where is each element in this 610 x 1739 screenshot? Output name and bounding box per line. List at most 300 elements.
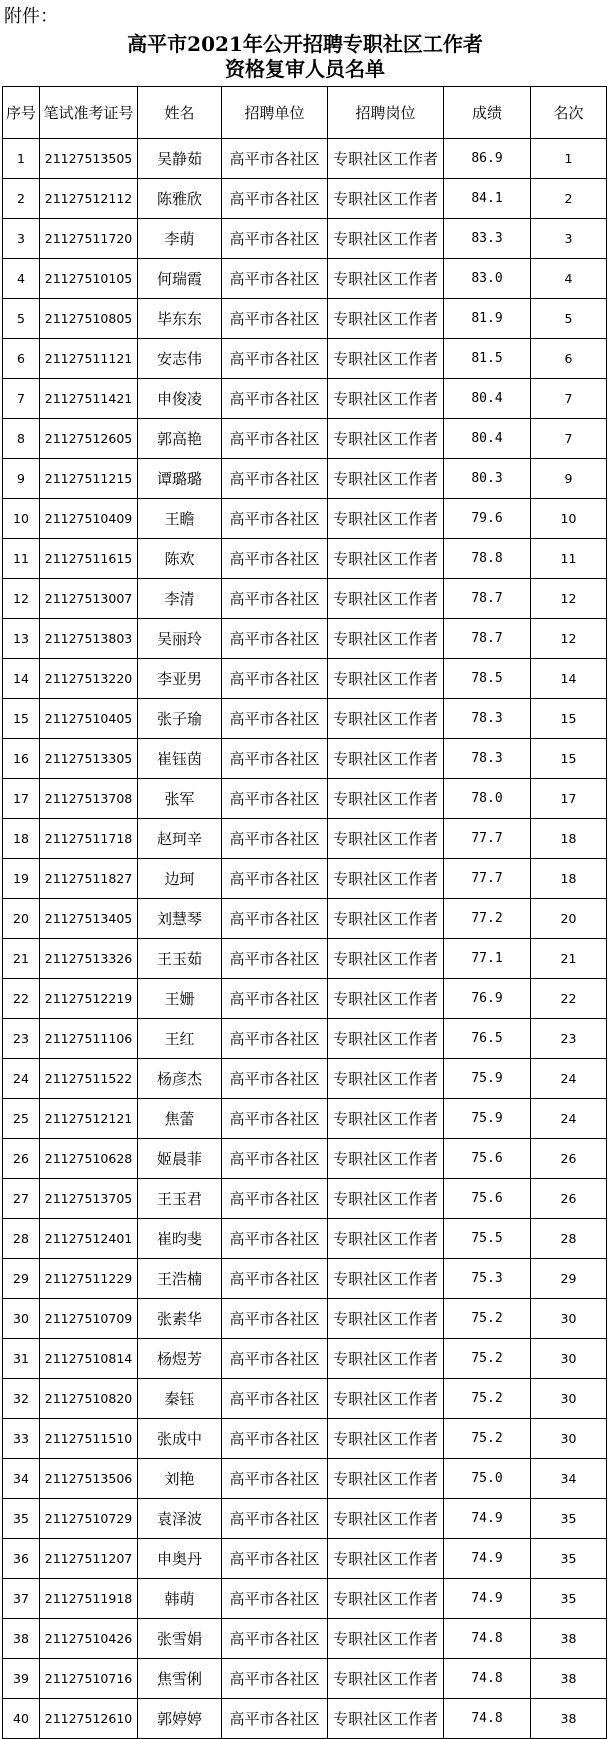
cell-name: 张军 (138, 779, 222, 819)
cell-name: 张子瑜 (138, 699, 222, 739)
cell-position: 专职社区工作者 (328, 579, 444, 619)
cell-unit: 高平市各社区 (222, 1539, 328, 1579)
cell-rank: 30 (531, 1379, 607, 1419)
table-row (3, 1379, 607, 1419)
cell-unit: 高平市各社区 (222, 419, 328, 459)
cell-name: 焦蕾 (138, 1099, 222, 1139)
cell-rank: 22 (531, 979, 607, 1019)
cell-name: 郭高艳 (138, 419, 222, 459)
cell-score: 76.5 (444, 1019, 531, 1059)
cell-unit: 高平市各社区 (222, 1379, 328, 1419)
cell-name: 韩萌 (138, 1579, 222, 1619)
cell-score: 84.1 (444, 179, 531, 219)
candidate-table (2, 86, 607, 1739)
cell-exam-id: 21127510716 (40, 1659, 138, 1699)
table-row (3, 379, 607, 419)
cell-score: 75.3 (444, 1259, 531, 1299)
table-row (3, 739, 607, 779)
cell-index: 9 (3, 459, 40, 499)
cell-exam-id: 21127511215 (40, 459, 138, 499)
cell-rank: 20 (531, 899, 607, 939)
table-row (3, 1699, 607, 1739)
cell-position: 专职社区工作者 (328, 1619, 444, 1659)
cell-unit: 高平市各社区 (222, 619, 328, 659)
cell-exam-id: 21127511121 (40, 339, 138, 379)
cell-exam-id: 21127513305 (40, 739, 138, 779)
cell-exam-id: 21127510426 (40, 1619, 138, 1659)
cell-exam-id: 21127513708 (40, 779, 138, 819)
table-row (3, 339, 607, 379)
cell-position: 专职社区工作者 (328, 1579, 444, 1619)
cell-rank: 12 (531, 579, 607, 619)
cell-rank: 24 (531, 1059, 607, 1099)
cell-rank: 14 (531, 659, 607, 699)
cell-position: 专职社区工作者 (328, 899, 444, 939)
cell-unit: 高平市各社区 (222, 899, 328, 939)
cell-name: 王姗 (138, 979, 222, 1019)
cell-exam-id: 21127510729 (40, 1499, 138, 1539)
cell-exam-id: 21127510814 (40, 1339, 138, 1379)
cell-exam-id: 21127512112 (40, 179, 138, 219)
cell-score: 78.0 (444, 779, 531, 819)
cell-name: 王玉君 (138, 1179, 222, 1219)
cell-exam-id: 21127513505 (40, 139, 138, 179)
cell-index: 13 (3, 619, 40, 659)
table-row (3, 899, 607, 939)
cell-unit: 高平市各社区 (222, 1139, 328, 1179)
cell-position: 专职社区工作者 (328, 139, 444, 179)
table-row (3, 1659, 607, 1699)
cell-unit: 高平市各社区 (222, 1579, 328, 1619)
cell-rank: 23 (531, 1019, 607, 1059)
table-row (3, 859, 607, 899)
cell-position: 专职社区工作者 (328, 699, 444, 739)
cell-unit: 高平市各社区 (222, 1339, 328, 1379)
cell-unit: 高平市各社区 (222, 259, 328, 299)
cell-index: 29 (3, 1259, 40, 1299)
table-row (3, 979, 607, 1019)
cell-name: 焦雪俐 (138, 1659, 222, 1699)
header-row (3, 87, 607, 139)
cell-index: 32 (3, 1379, 40, 1419)
cell-position: 专职社区工作者 (328, 1139, 444, 1179)
cell-exam-id: 21127512610 (40, 1699, 138, 1739)
cell-score: 76.9 (444, 979, 531, 1019)
cell-score: 75.0 (444, 1459, 531, 1499)
cell-exam-id: 21127513326 (40, 939, 138, 979)
cell-index: 8 (3, 419, 40, 459)
cell-name: 张成中 (138, 1419, 222, 1459)
cell-position: 专职社区工作者 (328, 1259, 444, 1299)
cell-unit: 高平市各社区 (222, 939, 328, 979)
cell-rank: 34 (531, 1459, 607, 1499)
cell-exam-id: 21127513007 (40, 579, 138, 619)
table-row (3, 1339, 607, 1379)
cell-position: 专职社区工作者 (328, 339, 444, 379)
table-row (3, 1579, 607, 1619)
cell-score: 78.7 (444, 579, 531, 619)
cell-position: 专职社区工作者 (328, 459, 444, 499)
cell-score: 81.9 (444, 299, 531, 339)
cell-index: 38 (3, 1619, 40, 1659)
cell-rank: 4 (531, 259, 607, 299)
cell-position: 专职社区工作者 (328, 419, 444, 459)
cell-index: 11 (3, 539, 40, 579)
cell-name: 毕东东 (138, 299, 222, 339)
cell-index: 27 (3, 1179, 40, 1219)
cell-unit: 高平市各社区 (222, 1419, 328, 1459)
cell-rank: 10 (531, 499, 607, 539)
cell-name: 吴静茹 (138, 139, 222, 179)
cell-name: 申奥丹 (138, 1539, 222, 1579)
cell-name: 安志伟 (138, 339, 222, 379)
cell-rank: 29 (531, 1259, 607, 1299)
cell-exam-id: 21127511106 (40, 1019, 138, 1059)
cell-rank: 30 (531, 1299, 607, 1339)
table-row (3, 819, 607, 859)
cell-exam-id: 21127511827 (40, 859, 138, 899)
cell-name: 边珂 (138, 859, 222, 899)
cell-position: 专职社区工作者 (328, 739, 444, 779)
cell-exam-id: 21127511421 (40, 379, 138, 419)
cell-position: 专职社区工作者 (328, 1059, 444, 1099)
cell-score: 78.5 (444, 659, 531, 699)
cell-index: 7 (3, 379, 40, 419)
cell-position: 专职社区工作者 (328, 219, 444, 259)
table-row (3, 1259, 607, 1299)
cell-score: 74.8 (444, 1659, 531, 1699)
cell-exam-id: 21127510820 (40, 1379, 138, 1419)
cell-score: 75.2 (444, 1379, 531, 1419)
cell-position: 专职社区工作者 (328, 1299, 444, 1339)
cell-unit: 高平市各社区 (222, 779, 328, 819)
cell-index: 37 (3, 1579, 40, 1619)
cell-rank: 21 (531, 939, 607, 979)
cell-name: 崔昀斐 (138, 1219, 222, 1259)
cell-score: 75.5 (444, 1219, 531, 1259)
cell-unit: 高平市各社区 (222, 499, 328, 539)
table-row (3, 659, 607, 699)
cell-index: 17 (3, 779, 40, 819)
cell-index: 36 (3, 1539, 40, 1579)
cell-score: 75.2 (444, 1339, 531, 1379)
cell-score: 78.3 (444, 699, 531, 739)
cell-unit: 高平市各社区 (222, 979, 328, 1019)
cell-position: 专职社区工作者 (328, 379, 444, 419)
cell-index: 35 (3, 1499, 40, 1539)
cell-position: 专职社区工作者 (328, 179, 444, 219)
cell-score: 75.9 (444, 1099, 531, 1139)
cell-exam-id: 21127512605 (40, 419, 138, 459)
cell-score: 74.9 (444, 1579, 531, 1619)
cell-position: 专职社区工作者 (328, 1459, 444, 1499)
table-row (3, 539, 607, 579)
cell-name: 袁泽波 (138, 1499, 222, 1539)
cell-index: 25 (3, 1099, 40, 1139)
cell-position: 专职社区工作者 (328, 1379, 444, 1419)
cell-exam-id: 21127510805 (40, 299, 138, 339)
cell-rank: 30 (531, 1419, 607, 1459)
cell-unit: 高平市各社区 (222, 219, 328, 259)
cell-name: 何瑞霞 (138, 259, 222, 299)
cell-name: 杨彦杰 (138, 1059, 222, 1099)
cell-index: 16 (3, 739, 40, 779)
cell-name: 李清 (138, 579, 222, 619)
cell-name: 陈欢 (138, 539, 222, 579)
column-header-unit: 招聘单位 (222, 87, 328, 139)
cell-position: 专职社区工作者 (328, 1219, 444, 1259)
cell-score: 81.5 (444, 339, 531, 379)
cell-rank: 5 (531, 299, 607, 339)
cell-unit: 高平市各社区 (222, 1659, 328, 1699)
cell-exam-id: 21127511207 (40, 1539, 138, 1579)
cell-rank: 2 (531, 179, 607, 219)
cell-unit: 高平市各社区 (222, 1019, 328, 1059)
cell-score: 80.3 (444, 459, 531, 499)
cell-exam-id: 21127511510 (40, 1419, 138, 1459)
table-row (3, 1139, 607, 1179)
cell-score: 75.6 (444, 1179, 531, 1219)
cell-position: 专职社区工作者 (328, 1339, 444, 1379)
cell-index: 21 (3, 939, 40, 979)
cell-position: 专职社区工作者 (328, 1499, 444, 1539)
cell-exam-id: 21127511522 (40, 1059, 138, 1099)
cell-name: 张雪娟 (138, 1619, 222, 1659)
cell-unit: 高平市各社区 (222, 1459, 328, 1499)
cell-rank: 1 (531, 139, 607, 179)
cell-exam-id: 21127510628 (40, 1139, 138, 1179)
cell-name: 张素华 (138, 1299, 222, 1339)
cell-unit: 高平市各社区 (222, 459, 328, 499)
cell-rank: 3 (531, 219, 607, 259)
table-row (3, 1179, 607, 1219)
cell-position: 专职社区工作者 (328, 499, 444, 539)
cell-unit: 高平市各社区 (222, 1619, 328, 1659)
cell-position: 专职社区工作者 (328, 1699, 444, 1739)
cell-position: 专职社区工作者 (328, 1179, 444, 1219)
table-row (3, 1539, 607, 1579)
column-header-rank: 名次 (531, 87, 607, 139)
cell-score: 78.7 (444, 619, 531, 659)
cell-index: 15 (3, 699, 40, 739)
cell-score: 80.4 (444, 379, 531, 419)
cell-index: 20 (3, 899, 40, 939)
cell-rank: 26 (531, 1139, 607, 1179)
cell-name: 吴丽玲 (138, 619, 222, 659)
table-row (3, 219, 607, 259)
cell-unit: 高平市各社区 (222, 739, 328, 779)
cell-rank: 7 (531, 379, 607, 419)
cell-index: 40 (3, 1699, 40, 1739)
cell-exam-id: 21127510405 (40, 699, 138, 739)
cell-rank: 7 (531, 419, 607, 459)
cell-score: 74.9 (444, 1499, 531, 1539)
cell-name: 姬晨菲 (138, 1139, 222, 1179)
cell-index: 31 (3, 1339, 40, 1379)
cell-rank: 18 (531, 859, 607, 899)
cell-index: 12 (3, 579, 40, 619)
column-header-index: 序号 (3, 87, 40, 139)
cell-name: 赵珂辛 (138, 819, 222, 859)
cell-index: 18 (3, 819, 40, 859)
cell-exam-id: 21127511718 (40, 819, 138, 859)
table-row (3, 419, 607, 459)
cell-position: 专职社区工作者 (328, 1419, 444, 1459)
cell-rank: 30 (531, 1339, 607, 1379)
table-row (3, 459, 607, 499)
cell-index: 2 (3, 179, 40, 219)
cell-position: 专职社区工作者 (328, 299, 444, 339)
cell-score: 83.0 (444, 259, 531, 299)
cell-rank: 38 (531, 1619, 607, 1659)
table-body (3, 139, 607, 1739)
table-row (3, 1019, 607, 1059)
cell-unit: 高平市各社区 (222, 299, 328, 339)
cell-score: 74.9 (444, 1539, 531, 1579)
cell-position: 专职社区工作者 (328, 1099, 444, 1139)
table-row (3, 1059, 607, 1099)
cell-unit: 高平市各社区 (222, 579, 328, 619)
table-row (3, 1299, 607, 1339)
cell-name: 李萌 (138, 219, 222, 259)
cell-position: 专职社区工作者 (328, 859, 444, 899)
cell-rank: 38 (531, 1699, 607, 1739)
cell-exam-id: 21127510709 (40, 1299, 138, 1339)
cell-unit: 高平市各社区 (222, 539, 328, 579)
cell-name: 谭璐璐 (138, 459, 222, 499)
table-row (3, 939, 607, 979)
cell-exam-id: 21127513506 (40, 1459, 138, 1499)
cell-exam-id: 21127511229 (40, 1259, 138, 1299)
cell-score: 83.3 (444, 219, 531, 259)
cell-rank: 9 (531, 459, 607, 499)
cell-rank: 15 (531, 739, 607, 779)
cell-score: 75.9 (444, 1059, 531, 1099)
cell-rank: 24 (531, 1099, 607, 1139)
cell-exam-id: 21127513220 (40, 659, 138, 699)
cell-index: 24 (3, 1059, 40, 1099)
cell-position: 专职社区工作者 (328, 1659, 444, 1699)
cell-name: 王红 (138, 1019, 222, 1059)
cell-unit: 高平市各社区 (222, 819, 328, 859)
cell-rank: 35 (531, 1539, 607, 1579)
cell-name: 刘艳 (138, 1459, 222, 1499)
cell-rank: 11 (531, 539, 607, 579)
cell-unit: 高平市各社区 (222, 859, 328, 899)
cell-exam-id: 21127513803 (40, 619, 138, 659)
cell-score: 75.2 (444, 1419, 531, 1459)
table-row (3, 499, 607, 539)
cell-name: 崔钰茵 (138, 739, 222, 779)
cell-score: 86.9 (444, 139, 531, 179)
cell-name: 王瞻 (138, 499, 222, 539)
cell-rank: 17 (531, 779, 607, 819)
table-row (3, 1219, 607, 1259)
cell-exam-id: 21127510105 (40, 259, 138, 299)
table-row (3, 1419, 607, 1459)
cell-rank: 15 (531, 699, 607, 739)
cell-unit: 高平市各社区 (222, 179, 328, 219)
cell-score: 75.6 (444, 1139, 531, 1179)
cell-rank: 38 (531, 1659, 607, 1699)
cell-unit: 高平市各社区 (222, 1699, 328, 1739)
table-row (3, 299, 607, 339)
cell-name: 李亚男 (138, 659, 222, 699)
cell-unit: 高平市各社区 (222, 379, 328, 419)
table-row (3, 1619, 607, 1659)
cell-unit: 高平市各社区 (222, 1219, 328, 1259)
cell-rank: 12 (531, 619, 607, 659)
cell-index: 14 (3, 659, 40, 699)
cell-index: 4 (3, 259, 40, 299)
cell-rank: 35 (531, 1579, 607, 1619)
table-row (3, 139, 607, 179)
cell-unit: 高平市各社区 (222, 1499, 328, 1539)
cell-unit: 高平市各社区 (222, 1259, 328, 1299)
cell-index: 23 (3, 1019, 40, 1059)
cell-unit: 高平市各社区 (222, 1299, 328, 1339)
cell-unit: 高平市各社区 (222, 1099, 328, 1139)
cell-rank: 28 (531, 1219, 607, 1259)
cell-unit: 高平市各社区 (222, 1179, 328, 1219)
table-row (3, 699, 607, 739)
cell-score: 78.8 (444, 539, 531, 579)
cell-name: 秦钰 (138, 1379, 222, 1419)
cell-position: 专职社区工作者 (328, 979, 444, 1019)
column-header-name: 姓名 (138, 87, 222, 139)
cell-index: 19 (3, 859, 40, 899)
cell-position: 专职社区工作者 (328, 659, 444, 699)
cell-name: 王浩楠 (138, 1259, 222, 1299)
table-row (3, 619, 607, 659)
cell-unit: 高平市各社区 (222, 659, 328, 699)
cell-score: 77.7 (444, 859, 531, 899)
cell-name: 郭婷婷 (138, 1699, 222, 1739)
cell-position: 专职社区工作者 (328, 939, 444, 979)
column-header-exam-id: 笔试准考证号 (40, 87, 138, 139)
cell-name: 陈雅欣 (138, 179, 222, 219)
cell-index: 34 (3, 1459, 40, 1499)
cell-index: 26 (3, 1139, 40, 1179)
cell-name: 刘慧琴 (138, 899, 222, 939)
cell-unit: 高平市各社区 (222, 139, 328, 179)
column-header-score: 成绩 (444, 87, 531, 139)
cell-score: 77.7 (444, 819, 531, 859)
cell-index: 5 (3, 299, 40, 339)
cell-position: 专职社区工作者 (328, 779, 444, 819)
cell-rank: 6 (531, 339, 607, 379)
cell-name: 王玉茹 (138, 939, 222, 979)
cell-index: 30 (3, 1299, 40, 1339)
cell-name: 杨煜芳 (138, 1339, 222, 1379)
cell-index: 28 (3, 1219, 40, 1259)
cell-exam-id: 21127511720 (40, 219, 138, 259)
cell-index: 22 (3, 979, 40, 1019)
attachment-label: 附件： (4, 6, 58, 27)
cell-unit: 高平市各社区 (222, 699, 328, 739)
column-header-position: 招聘岗位 (328, 87, 444, 139)
table-row (3, 1499, 607, 1539)
cell-score: 78.3 (444, 739, 531, 779)
cell-position: 专职社区工作者 (328, 819, 444, 859)
cell-exam-id: 21127513405 (40, 899, 138, 939)
cell-name: 申俊凌 (138, 379, 222, 419)
cell-rank: 26 (531, 1179, 607, 1219)
table-row (3, 579, 607, 619)
cell-position: 专职社区工作者 (328, 1019, 444, 1059)
cell-index: 6 (3, 339, 40, 379)
cell-score: 79.6 (444, 499, 531, 539)
